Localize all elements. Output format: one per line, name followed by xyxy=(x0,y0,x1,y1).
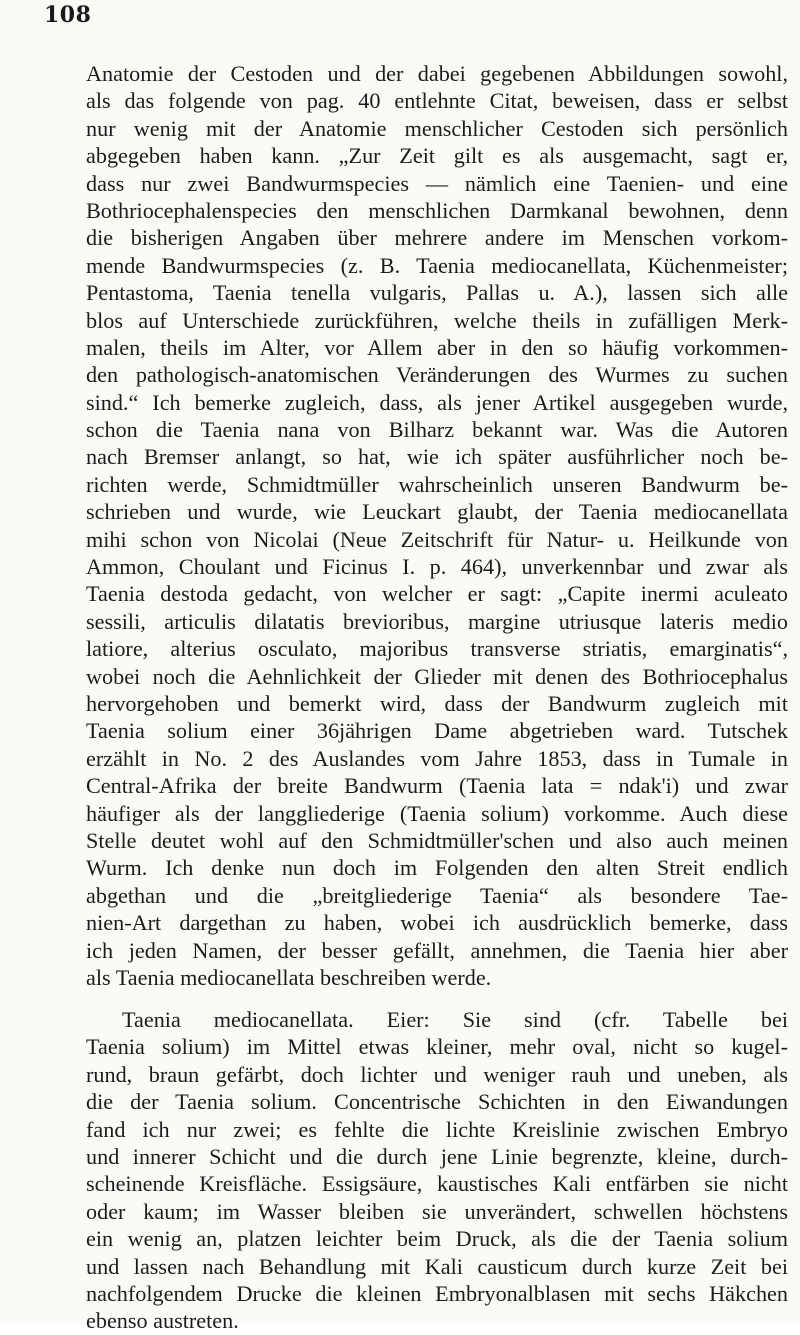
text-line: scheinende Kreisfläche. Essigsäure, kaustisches Kali entfärben sie nicht xyxy=(86,1171,788,1197)
text-line: abgegeben haben kann. „Zur Zeit gilt es als ausgemacht, sagt er, xyxy=(86,143,788,169)
text-line: sind.“ Ich bemerke zugleich, dass, als jener Artikel ausgegeben wurde, xyxy=(86,389,788,415)
text-line: und lassen nach Behandlung mit Kali causticum durch kurze Zeit bei xyxy=(86,1253,788,1279)
text-line: erzählt in No. 2 des Auslandes vom Jahre 1853, dass in Tumale in xyxy=(86,745,788,771)
text-line: mende Bandwurmspecies (z. B. Taenia mediocanellata, Küchenmeister; xyxy=(86,252,788,278)
text-line: Bothriocephalenspecies den menschlichen Darmkanal bewohnen, denn xyxy=(86,197,788,223)
page-number: 108 xyxy=(44,2,92,28)
text-line: die bisherigen Angaben über mehrere andere im Menschen vorkom- xyxy=(86,225,788,251)
text-line: hervorgehoben und bemerkt wird, dass der Bandwurm zugleich mit xyxy=(86,690,788,716)
text-line: abgethan und die „breitgliederige Taenia“ als besondere Tae- xyxy=(86,882,788,908)
text-line: latiore, alterius osculato, majoribus transverse striatis, emarginatis“, xyxy=(86,636,788,662)
text-line: Taenia solium) im Mittel etwas kleiner, mehr oval, nicht so kugel- xyxy=(86,1034,788,1060)
text-line: nach Bremser anlangt, so hat, wie ich später ausführlicher noch be- xyxy=(86,444,788,470)
text-line: nachfolgendem Drucke die kleinen Embryonalblasen mit sechs Häkchen xyxy=(86,1280,788,1306)
paragraph-2 xyxy=(86,1006,788,1335)
text-line: Central-Afrika der breite Bandwurm (Taenia lata = ndak'i) und zwar xyxy=(86,773,788,799)
text-line: schon die Taenia nana von Bilharz bekannt war. Was die Autoren xyxy=(86,417,788,443)
text-line: blos auf Unterschiede zurückführen, welche theils in zufälligen Merk- xyxy=(86,307,788,333)
text-line: als das folgende von pag. 40 entlehnte Citat, beweisen, dass er selbst xyxy=(86,88,788,114)
text-line: häufiger als der langgliederige (Taenia solium) vorkomme. Auch diese xyxy=(86,800,788,826)
text-line: Ammon, Choulant und Ficinus I. p. 464), unverkennbar und zwar als xyxy=(86,554,788,580)
text-line: ich jeden Namen, der besser gefällt, annehmen, die Taenia hier aber xyxy=(86,937,788,963)
text-line: und innerer Schicht und die durch jene Linie begrenzte, kleine, durch- xyxy=(86,1143,788,1169)
text-line: nien-Art dargethan zu haben, wobei ich ausdrücklich bemerke, dass xyxy=(86,910,788,936)
text-line: Stelle deutet wohl auf den Schmidtmüller'schen und also auch meinen xyxy=(86,827,788,853)
text-line: wobei noch die Aehnlichkeit der Glieder mit denen des Bothriocephalus xyxy=(86,663,788,689)
text-line: Taenia destoda gedacht, von welcher er sagt: „Capite inermi aculeato xyxy=(86,581,788,607)
text-line: malen, theils im Alter, vor Allem aber in den so häufig vorkommen- xyxy=(86,334,788,360)
text-line: rund, braun gefärbt, doch lichter und weniger rauh und uneben, als xyxy=(86,1061,788,1087)
text-line: Anatomie der Cestoden und der dabei gegebenen Abbildungen sowohl, xyxy=(86,61,788,86)
paragraph-1 xyxy=(86,60,788,991)
text-line: ebenso austreten. xyxy=(86,1308,239,1334)
text-line: als Taenia mediocanellata beschreiben werde. xyxy=(86,964,492,990)
text-line: Taenia mediocanellata. Eier: Sie sind (cfr. Tabelle bei xyxy=(122,1007,788,1032)
text-line: oder kaum; im Wasser bleiben sie unverändert, schwellen höchstens xyxy=(86,1198,788,1224)
text-line: richten werde, Schmidtmüller wahrscheinlich unseren Bandwurm be- xyxy=(86,471,788,497)
text-line: Taenia solium einer 36jährigen Dame abgetrieben ward. Tutschek xyxy=(86,718,788,744)
text-line: den pathologisch-anatomischen Veränderungen des Wurmes zu suchen xyxy=(86,362,788,388)
text-line: dass nur zwei Bandwurmspecies — nämlich eine Taenien- und eine xyxy=(86,170,788,196)
text-line: fand ich nur zwei; es fehlte die lichte Kreislinie zwischen Embryo xyxy=(86,1116,788,1142)
text-line: Wurm. Ich denke nun doch im Folgenden den alten Streit endlich xyxy=(86,855,788,881)
text-line: ein wenig an, platzen leichter beim Druck, als die der Taenia solium xyxy=(86,1226,788,1252)
text-line: schrieben und wurde, wie Leuckart glaubt, der Taenia mediocanellata xyxy=(86,499,788,525)
text-line: die der Taenia solium. Concentrische Schichten in den Eiwandungen xyxy=(86,1089,788,1115)
text-line: sessili, articulis dilatatis brevioribus, margine utriusque lateris medio xyxy=(86,608,788,634)
text-line: nur wenig mit der Anatomie menschlicher Cestoden sich persönlich xyxy=(86,115,788,141)
text-line: Pentastoma, Taenia tenella vulgaris, Pallas u. A.), lassen sich alle xyxy=(86,280,788,306)
text-line: mihi schon von Nicolai (Neue Zeitschrift für Natur- u. Heilkunde von xyxy=(86,526,788,552)
